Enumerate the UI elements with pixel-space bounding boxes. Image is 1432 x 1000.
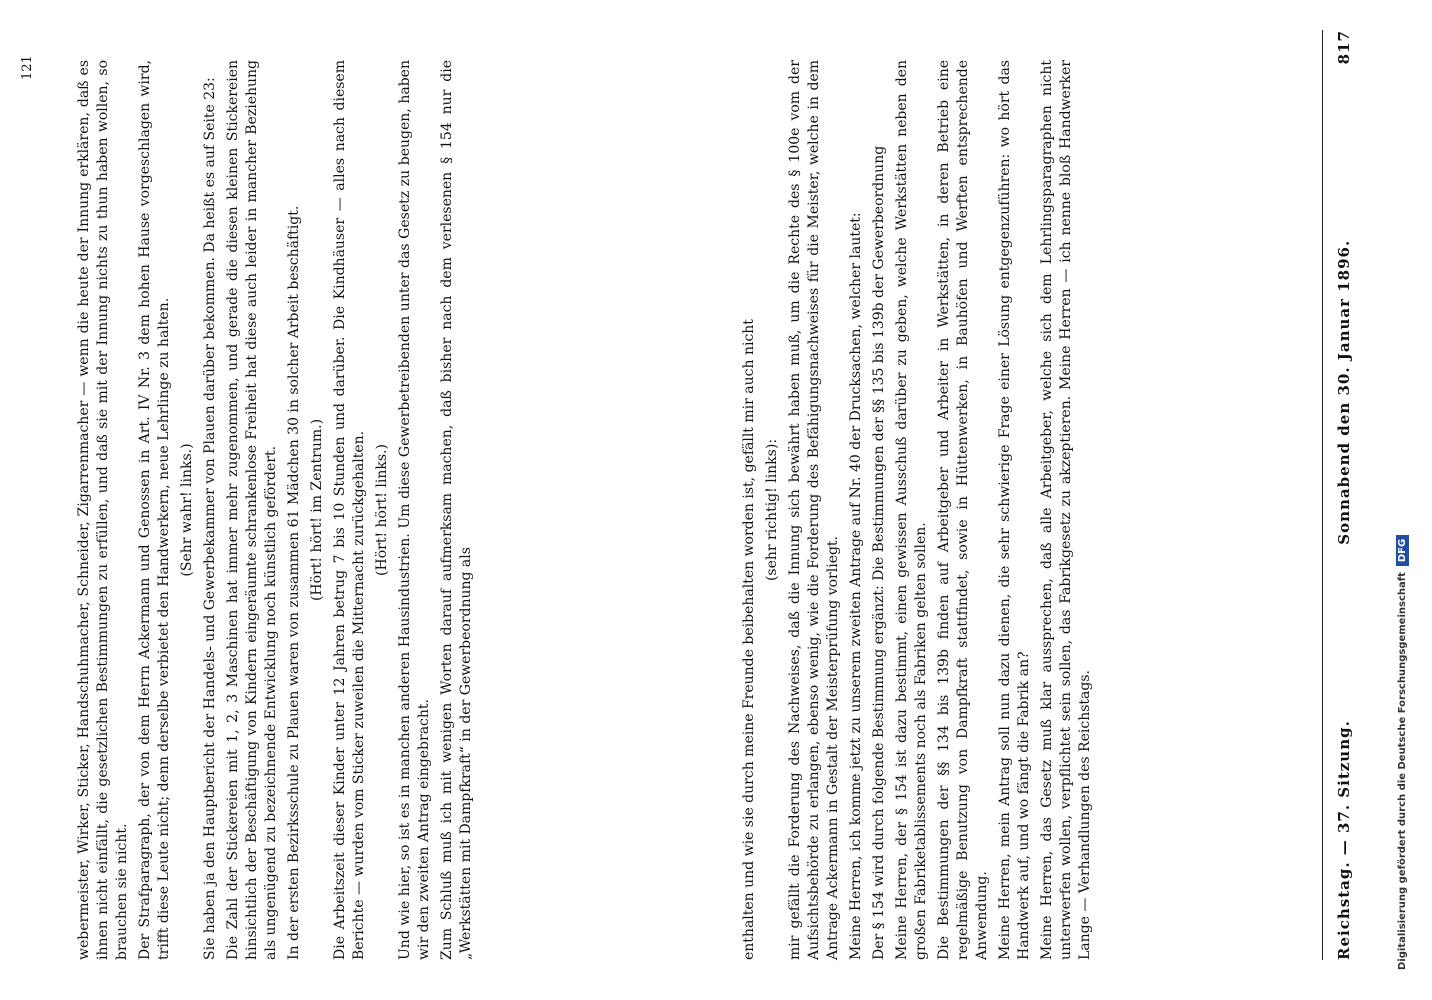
paragraph: mir gefällt die Forderung des Nachweises, daß die Innung sich bewährt haben muß, um die Rechte des § 100e vom der Aufsichtsbehörde zu erlangen, ebenso wenig, wie die Forderung des Befähigungsnachweises für die Meister, welche in dem Antrage Ackermann in Gestalt der Meisterprüfung vorliegt. — [787, 60, 841, 960]
paragraph: Die Zahl der Stickereien mit 1, 2, 3 Maschinen hat immer mehr zugenommen, und gerade die diesen kleinen Stickereien hinsichtlich der Beschäftigung von Kindern eingeräumte schrankenlose Freiheit hat diese auch leider in mancher Beziehung als ungenügend zu bezeichnende Entwicklung noch künstlich gefördert. — [225, 60, 279, 960]
left-column — [740, 60, 1305, 960]
paragraph: Meine Herren, ich komme jetzt zu unserem zweiten Antrage auf Nr. 40 der Drucksachen, welcher lautet: — [848, 212, 864, 960]
paragraph: enthalten und wie sie durch meine Freunde beibehalten worden ist, gefällt mir auch nicht — [741, 319, 757, 960]
credit-text: Digitalisierung gefördert durch die Deutsche Forschungsgemeinschaft — [1396, 572, 1408, 970]
paragraph: Der Strafparagraph, der von dem Herrn Ackermann und Genossen in Art. IV Nr. 3 dem hohen Hause vorgeschlagen wird, trifft diese Leute nicht; denn derselbe verbietet den Handwerkern, neue Lehrlinge zu halten. — [137, 60, 172, 960]
paragraph: (sehr richtig! links): — [764, 438, 780, 582]
paragraph: webermeister, Wirker, Sticker, Handschuhmacher, Schneider, Zigarrenmacher — wenn die heute der Innung erklären, daß es ihnen nicht einfällt, die gesetzlichen Bestimmungen zu erfüllen, und daß sie mit der Innung nichts zu thun haben wollen, so brauchen sie nicht. — [76, 60, 130, 960]
header-rule — [1322, 30, 1323, 960]
paragraph: Und wie hier, so ist es in manchen anderen Hausindustrien. Um diese Gewerbetreibenden unter das Gesetz zu beugen, haben wir den zweiten Antrag eingebracht. — [397, 60, 432, 960]
paragraph: (Hört! hört! links.) — [374, 444, 390, 576]
header-left: Reichstag. — 37. Sitzung. — [1335, 720, 1353, 960]
paragraph: (Sehr wahr! links.) — [179, 443, 195, 577]
paragraph: Die Bestimmungen der §§ 134 bis 139b finden auf Arbeitgeber und Arbeiter in Werkstätten, in deren Betrieb eine regelmäßige Benutzung von Dampfkraft stattfindet, sowie in Hüttenwerken, in Bauhöfen und Werften entsprechende Anwendung. — [936, 60, 990, 960]
paragraph: (Hört! hört! im Zentrum.) — [309, 418, 325, 602]
paragraph: Sie haben ja den Hauptbericht der Handels- und Gewerbekammer von Plauen darüber bekommen. Da heißt es auf Seite 23: — [202, 77, 218, 960]
paragraph: Meine Herren, mein Antrag soll nun dazu dienen, die sehr schwierige Frage einer Lösung entgegenzuführen: wo hört das Handwerk auf, und wo fängt die Fabrik an? — [997, 60, 1032, 960]
signature-mark: 121 — [20, 55, 35, 80]
paragraph: In der ersten Bezirksschule zu Plauen waren von zusammen 61 Mädchen 30 in solcher Arbeit beschäftigt. — [286, 205, 302, 960]
paragraph: Meine Herren, der § 154 ist dazu bestimmt, einen gewissen Ausschuß darüber zu geben, welche Werkstätten neben den großen Fabriketablissements noch als Fabriken gelten sollen. — [894, 60, 929, 960]
dfg-logo: DFG — [1396, 535, 1409, 566]
page-header — [1330, 30, 1358, 960]
right-column — [75, 60, 715, 960]
paragraph: Zum Schluß muß ich mit wenigen Worten darauf aufmerksam machen, daß bisher nach dem verlesenen § 154 nur die „Werkstätten mit Dampfkraft“ in der Gewerbeordnung als — [439, 60, 474, 960]
digitization-credit — [1390, 10, 1414, 970]
paragraph: Die Arbeitszeit dieser Kinder unter 12 Jahren betrug 7 bis 10 Stunden und darüber. Die Kindhäuser — alles nach diesem Berichte — wurden vom Sticker zuweilen die Mitternacht zurückgehalten. — [332, 60, 367, 960]
paragraph: Meine Herren, das Gesetz muß klar aussprechen, daß alle Arbeitgeber, welche sich dem Lehrlingsparagraphen nicht unterwerfen wollen, verpflichtet sein sollen, das Fabrikgesetz zu akzeptieren. Meine Herren — ich nenne bloß Handwerker Lange — Verhandlungen des Reichstags. — [1039, 60, 1093, 960]
page-number: 817 — [1335, 30, 1353, 65]
paragraph: Der § 154 wird durch folgende Bestimmung ergänzt: Die Bestimmungen der §§ 135 bis 139b der Gewerbeordnung — [871, 145, 887, 960]
header-date: Sonnabend den 30. Januar 1896. — [1335, 239, 1353, 545]
